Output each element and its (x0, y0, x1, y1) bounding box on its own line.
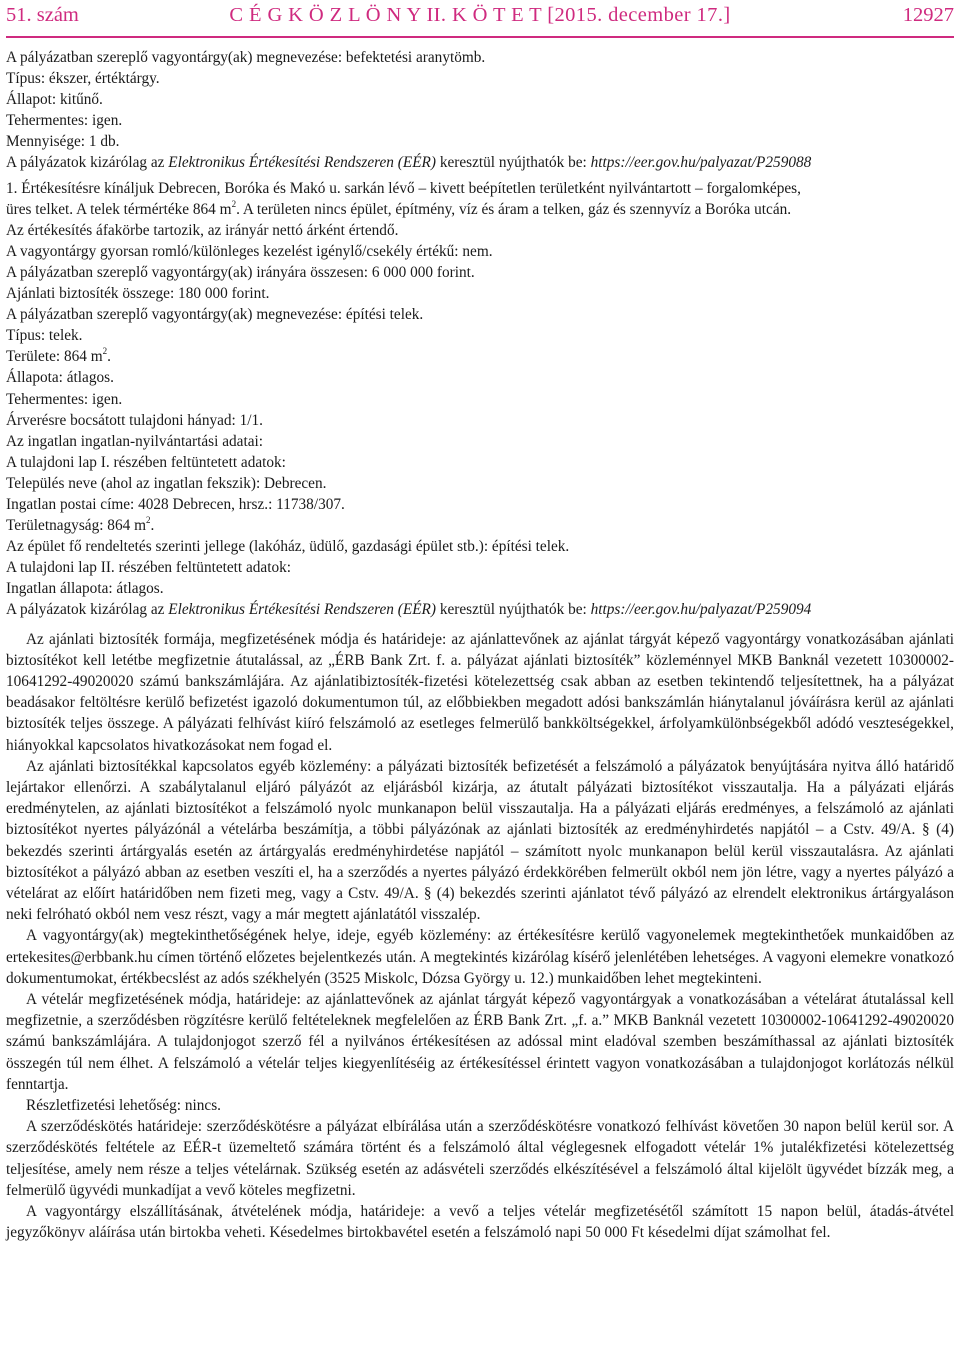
settlement-name: Település neve (ahol az ingatlan fekszik): Debrecen. (6, 474, 327, 492)
deposit-terms-paragraph: Az ajánlati biztosíték formája, megfizetésének módja és határideje: az ajánlattevőnek az ajánlat tárgyát képező vagyontárgy vonatkozásában ajánlati biztosítékot kell letétbe megfizetnie átutalással, az „ÉRB Bank Zrt. f. a. pályázat ajánlati biztosíték” közleménnyel MKB Banknál vezetett 10300002-10641292-49020020 számú bankszámlájára. Az ajánlatibiztosíték-fizetési kötelezettség csak abban az esetben tekintendő teljesítettnek, ha a pályázat beadásakor feltöltésre kerülő befizetést igazoló dokumentumon túl, az előbbiekben megadott adósi bankszámlán hiánytalanul jóváírásra kerül az ajánlati biztosíték teljes összege. A pályázati felhívást kiíró felszámoló az esetleges felmerülő bankköltségekkel, árfolyamkülönbségekből adódó veszteségekkel, hiányokkal kapcsolatos hivatkozásokat nem fogad el. (6, 630, 954, 754)
handover-paragraph: A vagyontárgy elszállításának, átvételének módja, határideje: a vevő a teljes vételár megfizetésétől számított 15 napon belül, átadás-átvétel jegyzőkönyv aláírása után birtokba veheti. Késedelmes birtokbavétel esetén a felszámoló napi 50 000 Ft késedelmi díjat számolhat fel. (6, 1203, 954, 1242)
asset-condition: Állapot: kitűnő. (6, 91, 103, 109)
contract-paragraph: A szerződéskötés határideje: szerződéskötésre a pályázat elbírálása után a szerződéskötésre vonatkozó felhívást követően 30 napon belül kerül sor. A szerződéskötés feltétele az EÉR-t üzemeltető számára történt és a felszámoló által véglegesnek elfogadott vételár 1% jutalékfizetési kötelezettség teljesítése, amely nem része a teljes vételárnak. Szükség esetén az adásvételi szerződés elkészítésével a felszámoló által kijelölt ügyvédet bízzák meg, a felmerülő ügyvédi munkadíjat a vevő köteles megfizetni. (6, 1118, 954, 1199)
page-content (6, 47, 954, 1243)
issue-number: 51. szám (6, 4, 79, 26)
asset-name-plot: A pályázatban szereplő vagyontárgy(ak) megnevezése: építési telek. (6, 306, 424, 324)
vat-line: Az értékesítés áfakörbe tartozik, az irányár nettó árként értendő. (6, 221, 399, 239)
plot-offer-line: 1. Értékesítésre kínáljuk Debrecen, Boróka és Makó u. sarkán lévő – kivett beépítetlen területként nyilvántartott – forgalomképes, (6, 179, 801, 197)
ownership-share: Árverésre bocsátott tulajdoni hányad: 1/1. (6, 411, 263, 429)
eer-tender-link[interactable]: https://eer.gov.hu/palyazat/P259088 (590, 154, 812, 172)
gazette-title: C É G K Ö Z L Ö N Y II. K Ö T E T [2015. december 17.] (229, 4, 731, 26)
title-deed-part2: A tulajdoni lap II. részében feltüntetett adatok: (6, 559, 292, 577)
bid-submission-line: A pályázatok kizárólag az Elektronikus Értékesítési Rendszeren (EÉR) keresztül nyújthatók be: https://eer.gov.hu/palyazat/P259088 (6, 154, 812, 172)
land-size: Területnagyság: 864 $m^2$. (6, 514, 155, 535)
page-header (6, 4, 954, 38)
building-purpose: Az épület fő rendeltetés szerinti jellege (lakóház, üdülő, gazdasági épület stb.): építési telek. (6, 538, 570, 556)
listing-gold-bar (6, 47, 954, 174)
installment-paragraph: Részletfizetési lehetőség: nincs. (26, 1097, 221, 1114)
header-rule (6, 36, 954, 38)
eer-system-name-2: Elektronikus Értékesítési Rendszeren (EÉR) (168, 601, 436, 619)
plot-area-line: üres telket. A telek térmértéke 864 $m^2$. A területen nincs épület, építmény, víz és áram a telken, gáz és szennyvíz a Boróka utcán. (6, 198, 792, 218)
perishable-line: A vagyontárgy gyorsan romló/különleges kezelést igénylő/csekély értékű: nem. (6, 242, 493, 260)
plot-condition: Állapota: átlagos. (6, 369, 114, 387)
asset-quantity: Mennyisége: 1 db. (6, 133, 120, 151)
asset-type: Típus: ékszer, értéktárgy. (6, 70, 160, 88)
bid-submission-line-2: A pályázatok kizárólag az Elektronikus Értékesítési Rendszeren (EÉR) keresztül nyújthatók be: https://eer.gov.hu/palyazat/P259094 (6, 601, 812, 619)
land-registry-heading: Az ingatlan ingatlan-nyilvántartási adatai: (6, 432, 263, 450)
listing-building-plot (6, 178, 954, 621)
page-number: 12927 (902, 4, 954, 26)
asset-name: A pályázatban szereplő vagyontárgy(ak) megnevezése: befektetési aranytömb. (6, 49, 486, 66)
title-deed-part1: A tulajdoni lap I. részében feltüntetett adatok: (6, 453, 286, 471)
terms-section (6, 629, 954, 1244)
plot-encumbrance: Tehermentes: igen. (6, 390, 123, 408)
eer-system-name: Elektronikus Értékesítési Rendszeren (EÉR) (168, 154, 436, 172)
plot-type: Típus: telek. (6, 327, 83, 345)
plot-area: Területe: 864 $m^2$. (6, 346, 111, 366)
postal-address: Ingatlan postai címe: 4028 Debrecen, hrsz.: 11738/307. (6, 495, 345, 513)
asset-encumbrance: Tehermentes: igen. (6, 112, 123, 130)
guide-price-line: A pályázatban szereplő vagyontárgy(ak) irányára összesen: 6 000 000 forint. (6, 263, 475, 281)
payment-paragraph: A vételár megfizetésének módja, határideje: az ajánlattevőnek az ajánlat tárgyát képező vagyontárgyak a vonatkozásában a vételárat átutalással kell megfizetnie, a szerződésben rögzítésre kerülő feltételeknek megfelelően az ÉRB Bank Zrt. „f. a.” MKB Banknál vezetett 10300002-10641292-49020020 számú bankszámlájára. A tulajdonjogot szerző fél a nyilvános értékesítésen az adóssal mint eladóval szemben beszámíthassal az ajánlati biztosíték összegén túl nem élhet. A felszámoló a vételár teljes kiegyenlítéséig az értékesítéssel érintett vagyon vonatkozásában a tulajdonjogot korlátozás nélkül fenntartja. (6, 990, 954, 1093)
viewing-paragraph: A vagyontárgy(ak) megtekinthetőségének helye, ideje, egyéb közlemény: az értékesítésre kerülő vagyonelemek megtekinthetőek munkaidőben az ertekesites@erbbank.hu címen történő előzetes bejelentkezés után. A megtekintés kizárólag kísérő jelenlétében lehetséges. A vagyoni elemekre vonatkozó dokumentumokat, értékbecslést az adós székhelyén (3525 Miskolc, Dózsa György u. 12.) munkaidőben lehet megtekinteni. (6, 927, 954, 987)
deposit-line: Ajánlati biztosíték összege: 180 000 forint. (6, 285, 270, 303)
eer-tender-link-2[interactable]: https://eer.gov.hu/palyazat/P259094 (590, 601, 812, 619)
property-condition: Ingatlan állapota: átlagos. (6, 580, 164, 598)
deposit-notice-paragraph: Az ajánlati biztosítékkal kapcsolatos egyéb közlemény: a pályázati biztosíték befizetését a felszámoló a pályázatok benyújtására nyitva álló határidő lejártakor ellenőrzi. A szabálytalanul eljáró pályázót az eljárásból kizárja, az átutalt pályázati biztosítékot visszautalja. Ha a pályázati eljárás eredménytelen, az ajánlati biztosítékot a felszámoló nyolc munkanapon belül visszautalja. Ha a pályázati eljárás eredményes, a felszámoló az ajánlati biztosítékot nyertes pályázónál a vételárba beszámítja, a többi pályázónak az ajánlati biztosíték az eredményhirdetés napjától – a Cstv. 49/A. § (4) bekezdés szerinti ártárgyalás esetén az ártárgyalás eredményhirdetése napjától – számított nyolc munkanapon belül kerül visszautalásra. Az ajánlati biztosítékot a pályázó abban az esetben veszíti el, ha a szerződés a nyertes pályázó érdekkörében felmerült okból nem jön létre, vagy a nyertes pályázó a vételárat az előírt határidőben nem fizeti meg, vagy a Cstv. 49/A. § (4) bekezdés szerinti ajánlatot tévő pályázó az elrendelt elektronikus ártárgyaláson neki felróható okból nem vesz részt, vagy a már megtett ajánlatától visszalép. (6, 757, 954, 924)
